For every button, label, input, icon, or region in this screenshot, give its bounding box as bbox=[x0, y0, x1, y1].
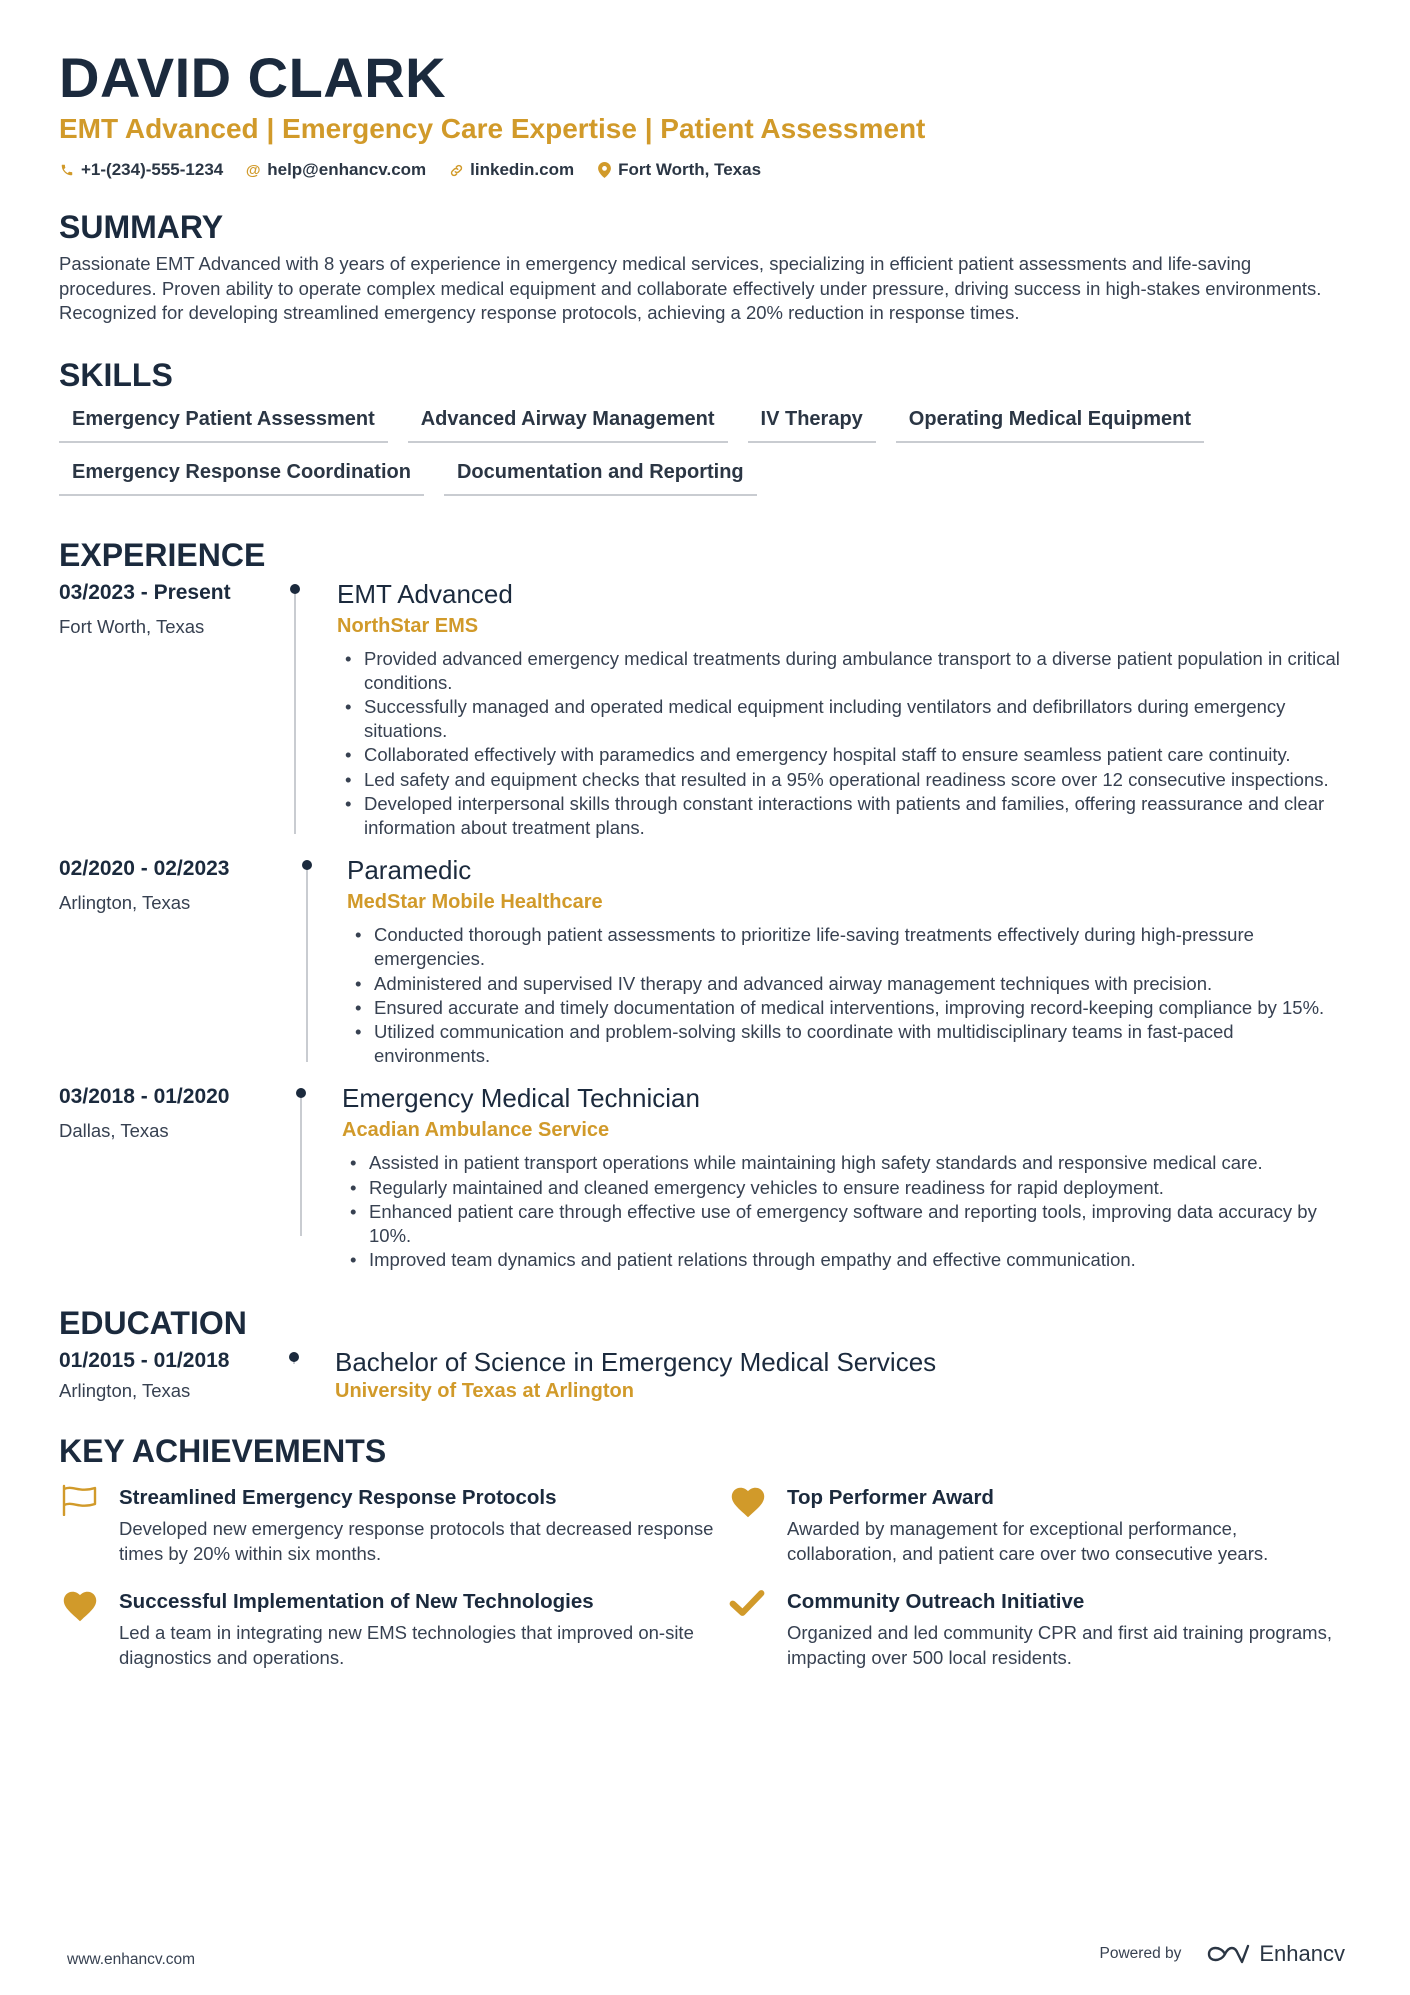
achievement-item bbox=[727, 1588, 1347, 1670]
experience-bullets bbox=[337, 647, 1351, 841]
experience-company: NorthStar EMS bbox=[337, 614, 479, 637]
experience-meta bbox=[59, 1082, 299, 1272]
bullet-item: • Provided advanced emergency medical treatments during ambulance transport to a diverse patient population in critical conditions. bbox=[337, 647, 1351, 695]
experience-entry bbox=[59, 578, 1351, 841]
bullet-item: • Utilized communication and problem-solving skills to coordinate with multidisciplinary teams in fast-paced environments. bbox=[347, 1020, 1351, 1068]
experience-role: Emergency Medical Technician bbox=[342, 1083, 700, 1114]
bullet-item: • Collaborated effectively with paramedics and emergency hospital staff to ensure seamless patient care continuity. bbox=[337, 743, 1351, 767]
experience-role: EMT Advanced bbox=[337, 578, 513, 609]
bullet-item: • Led safety and equipment checks that resulted in a 95% operational readiness score over 12 consecutive inspections. bbox=[337, 768, 1351, 792]
education-location: Arlington, Texas bbox=[59, 1380, 191, 1402]
footer-website[interactable]: www.enhancv.com bbox=[67, 1951, 196, 1968]
bullet-item: • Improved team dynamics and patient relations through empathy and effective communication. bbox=[342, 1248, 1351, 1272]
contact-phone-text: +1-(234)-555-1234 bbox=[81, 160, 224, 179]
experience-entry bbox=[59, 854, 1351, 1068]
timeline-line bbox=[294, 584, 296, 835]
location-pin-icon bbox=[596, 162, 612, 178]
education-school: University of Texas at Arlington bbox=[335, 1380, 634, 1403]
flag-icon bbox=[59, 1484, 119, 1566]
achievement-desc: Organized and led community CPR and first aid training programs, impacting over 500 local residents. bbox=[787, 1622, 1332, 1668]
enhancv-logo[interactable] bbox=[1205, 1941, 1345, 1967]
skills-list bbox=[59, 406, 1349, 496]
experience-heading: EXPERIENCE bbox=[59, 536, 266, 573]
experience-details bbox=[299, 1082, 1351, 1272]
achievement-title: Top Performer Award bbox=[787, 1486, 994, 1510]
contact-linkedin-text: linkedin.com bbox=[470, 160, 575, 179]
achievement-item bbox=[727, 1484, 1347, 1566]
experience-dates: 02/2020 - 02/2023 bbox=[59, 857, 230, 881]
bullet-item: • Administered and supervised IV therapy and advanced airway management techniques with precision. bbox=[347, 972, 1351, 996]
experience-entry bbox=[59, 1082, 1351, 1272]
summary-heading: SUMMARY bbox=[59, 209, 224, 245]
at-icon: @ bbox=[245, 161, 261, 179]
bullet-item: • Developed interpersonal skills through constant interactions with patients and families, offering reassurance and clear information about treatment plans. bbox=[337, 792, 1351, 840]
candidate-name: DAVID CLARK bbox=[59, 46, 447, 109]
contact-location bbox=[596, 160, 761, 180]
brand-name: Enhancv bbox=[1259, 1941, 1345, 1966]
education-dates: 01/2015 - 01/2018 bbox=[59, 1349, 230, 1373]
skill-tag: Operating Medical Equipment bbox=[896, 406, 1204, 443]
candidate-subtitle: EMT Advanced | Emergency Care Expertise | Patient Assessment bbox=[59, 113, 926, 144]
experience-meta bbox=[59, 854, 304, 1068]
achievement-title: Community Outreach Initiative bbox=[787, 1590, 1085, 1614]
timeline-dot bbox=[290, 584, 300, 594]
powered-by-label: Powered by bbox=[1099, 1945, 1182, 1962]
achievement-desc: Developed new emergency response protocols that decreased response times by 20% within six months. bbox=[119, 1518, 714, 1564]
heart-icon bbox=[727, 1484, 787, 1566]
experience-bullets bbox=[342, 1151, 1351, 1272]
contact-bar bbox=[59, 160, 1351, 180]
experience-location: Arlington, Texas bbox=[59, 892, 191, 914]
bullet-item: • Successfully managed and operated medical equipment including ventilators and defibrillators during emergency situations. bbox=[337, 695, 1351, 743]
contact-email[interactable] bbox=[245, 160, 426, 180]
timeline-line bbox=[306, 860, 308, 1062]
achievement-item bbox=[59, 1588, 727, 1670]
summary-text: Passionate EMT Advanced with 8 years of experience in emergency medical services, specializing in efficient patient assessments and life-saving procedures. Proven ability to operate complex medical equipment and collaborate effectively under pressure, driving success in high-stakes environments. Recognized for developing streamlined emergency response protocols, achieving a 20% reduction in response times. bbox=[59, 253, 1322, 323]
timeline-line bbox=[293, 1352, 295, 1364]
experience-company: Acadian Ambulance Service bbox=[342, 1119, 610, 1142]
link-icon bbox=[448, 163, 464, 178]
achievement-title: Streamlined Emergency Response Protocols bbox=[119, 1486, 557, 1510]
education-details bbox=[294, 1346, 1351, 1404]
bullet-item: • Enhanced patient care through effective use of emergency software and reporting tools, improving data accuracy by 10%. bbox=[342, 1200, 1351, 1248]
phone-icon bbox=[59, 163, 75, 177]
experience-meta bbox=[59, 578, 294, 841]
contact-location-text: Fort Worth, Texas bbox=[618, 160, 762, 179]
timeline-line bbox=[300, 1088, 302, 1236]
achievements-heading: KEY ACHIEVEMENTS bbox=[59, 1433, 387, 1470]
experience-details bbox=[304, 854, 1351, 1068]
contact-linkedin[interactable] bbox=[448, 160, 574, 180]
skill-tag: Advanced Airway Management bbox=[408, 406, 728, 443]
achievements-grid bbox=[59, 1484, 1351, 1670]
skill-tag: Emergency Response Coordination bbox=[59, 459, 424, 496]
experience-location: Fort Worth, Texas bbox=[59, 615, 205, 637]
bullet-item: • Ensured accurate and timely documentation of medical interventions, improving record-keeping compliance by 15%. bbox=[347, 996, 1351, 1020]
experience-details bbox=[294, 578, 1351, 841]
bullet-item: • Conducted thorough patient assessments to prioritize life-saving treatments effectively during high-pressure emergencies. bbox=[347, 923, 1351, 971]
checkmark-icon bbox=[727, 1588, 787, 1670]
achievement-item bbox=[59, 1484, 727, 1566]
contact-email-text: help@enhancv.com bbox=[267, 160, 427, 179]
footer-branding bbox=[1100, 1941, 1345, 1967]
achievement-desc: Led a team in integrating new EMS technologies that improved on-site diagnostics and operations. bbox=[119, 1622, 694, 1668]
experience-location: Dallas, Texas bbox=[59, 1120, 169, 1142]
experience-dates: 03/2023 - Present bbox=[59, 580, 231, 604]
experience-role: Paramedic bbox=[347, 855, 472, 886]
experience-dates: 03/2018 - 01/2020 bbox=[59, 1085, 230, 1109]
skill-tag: Documentation and Reporting bbox=[444, 459, 757, 496]
experience-bullets bbox=[347, 923, 1351, 1068]
skill-tag: Emergency Patient Assessment bbox=[59, 406, 388, 443]
bullet-item: • Assisted in patient transport operations while maintaining high safety standards and responsive medical care. bbox=[342, 1151, 1351, 1175]
education-meta bbox=[59, 1346, 294, 1404]
contact-phone[interactable] bbox=[59, 160, 223, 180]
skill-tag: IV Therapy bbox=[748, 406, 876, 443]
enhancv-logo-icon bbox=[1205, 1942, 1251, 1966]
education-entry bbox=[59, 1346, 1351, 1404]
heart-icon bbox=[59, 1588, 119, 1670]
experience-company: MedStar Mobile Healthcare bbox=[347, 891, 603, 914]
achievement-desc: Awarded by management for exceptional performance, collaboration, and patient care over two consecutive years. bbox=[787, 1518, 1269, 1564]
education-degree: Bachelor of Science in Emergency Medical Services bbox=[335, 1347, 937, 1378]
bullet-item: • Regularly maintained and cleaned emergency vehicles to ensure readiness for rapid deployment. bbox=[342, 1176, 1351, 1200]
education-heading: EDUCATION bbox=[59, 1305, 247, 1342]
skills-heading: SKILLS bbox=[59, 356, 173, 393]
achievement-title: Successful Implementation of New Technologies bbox=[119, 1590, 594, 1614]
